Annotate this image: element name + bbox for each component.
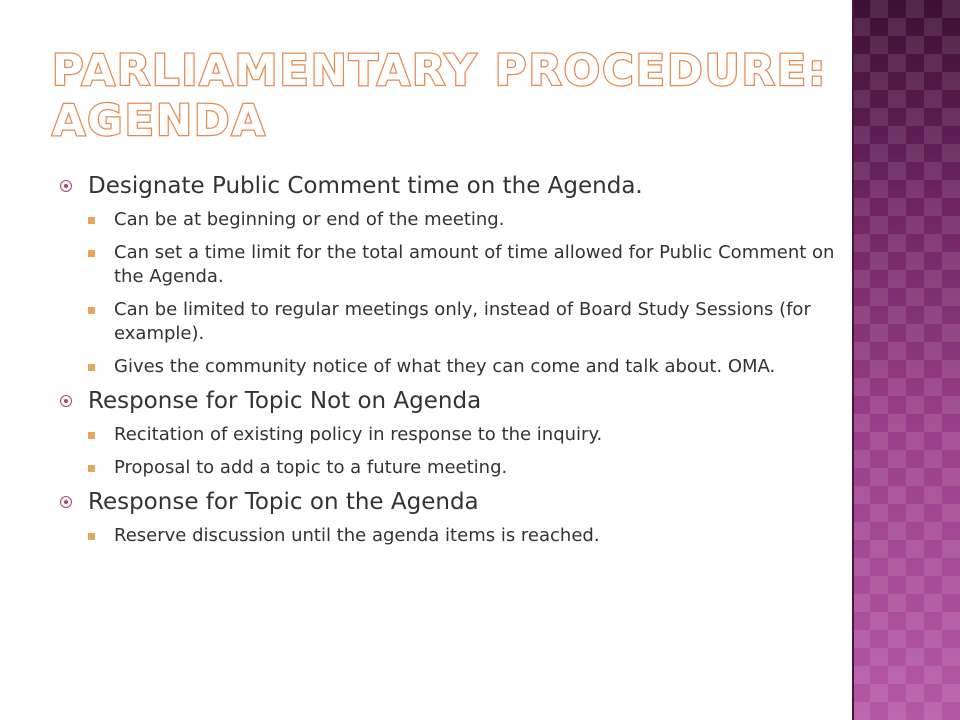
bullet-heading: Designate Public Comment time on the Agenda.	[88, 173, 643, 199]
square-bullet-icon	[88, 217, 95, 224]
square-bullet-icon	[88, 465, 95, 472]
sub-bullet-text: Reserve discussion until the agenda items is reached.	[114, 525, 600, 546]
sub-bullet-text: Can be at beginning or end of the meeting.	[114, 209, 505, 230]
square-bullet-icon	[88, 432, 95, 439]
sub-bullet-list	[88, 423, 840, 480]
sub-bullet-list	[88, 524, 840, 548]
sub-bullet-item	[88, 208, 840, 232]
circle-bullet-icon	[60, 180, 72, 192]
bullet-list	[60, 172, 840, 554]
sub-bullet-text: Gives the community notice of what they can come and talk about. OMA.	[114, 356, 776, 377]
sub-bullet-text: Can set a time limit for the total amount of time allowed for Public Comment on the Agenda.	[114, 242, 835, 287]
square-bullet-icon	[88, 533, 95, 540]
bullet-section	[60, 387, 840, 480]
bullet-section	[60, 488, 840, 548]
sub-bullet-item	[88, 241, 840, 289]
sub-bullet-item	[88, 423, 840, 447]
sub-bullet-item	[88, 456, 840, 480]
bullet-heading: Response for Topic on the Agenda	[88, 489, 479, 515]
sub-bullet-text: Recitation of existing policy in response to the inquiry.	[114, 424, 603, 445]
sub-bullet-item	[88, 298, 840, 346]
square-bullet-icon	[88, 364, 95, 371]
sub-bullet-item	[88, 524, 840, 548]
sub-bullet-item	[88, 355, 840, 379]
square-bullet-icon	[88, 250, 95, 257]
bullet-section	[60, 172, 840, 379]
slide-title: PARLIAMENTARY PROCEDURE: AGENDA	[52, 46, 828, 146]
sub-bullet-list	[88, 208, 840, 379]
decorative-side-panel	[852, 0, 960, 720]
circle-bullet-icon	[60, 395, 72, 407]
sub-bullet-text: Can be limited to regular meetings only, instead of Board Study Sessions (for example).	[114, 299, 811, 344]
circle-bullet-icon	[60, 496, 72, 508]
sub-bullet-text: Proposal to add a topic to a future meeting.	[114, 457, 508, 478]
square-bullet-icon	[88, 307, 95, 314]
bullet-heading: Response for Topic Not on Agenda	[88, 388, 482, 414]
